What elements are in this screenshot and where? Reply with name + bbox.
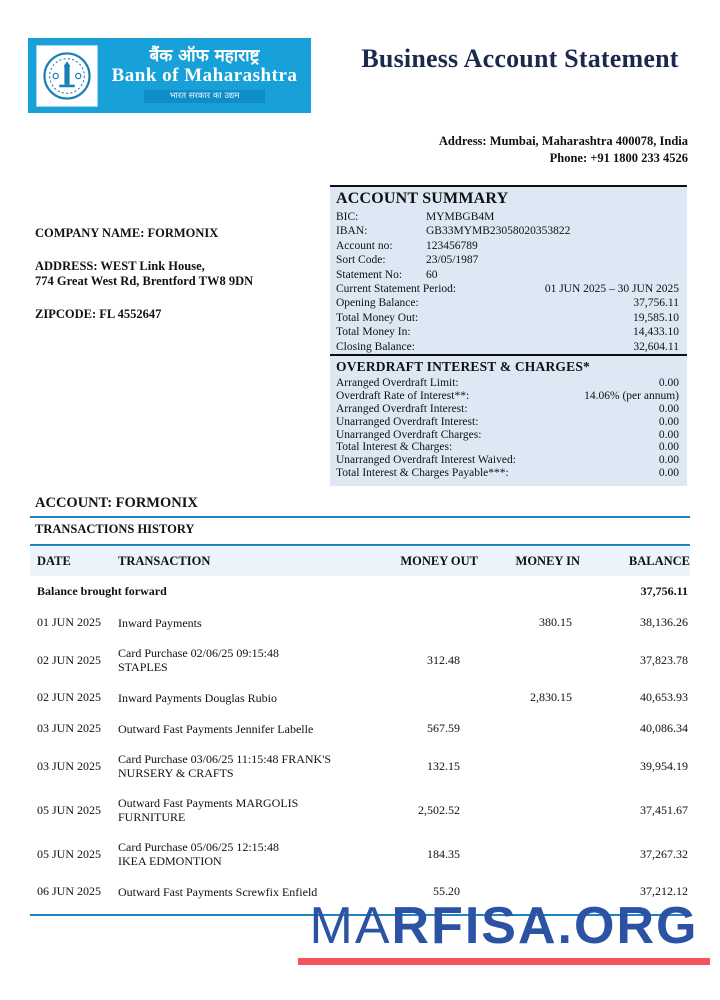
bank-tagline: भारत सरकार का उद्यम [144, 90, 266, 103]
overdraft-row-value: 0.00 [658, 454, 679, 467]
bank-logo [28, 38, 311, 113]
date-cell: 02 JUN 2025 [37, 652, 102, 667]
money-out-cell: 2,502.52 [418, 802, 460, 817]
date-cell: 03 JUN 2025 [37, 758, 102, 773]
money-in-cell: 2,830.15 [530, 690, 572, 704]
table-row [30, 744, 690, 788]
overdraft-row-label: Unarranged Overdraft Interest Waived: [336, 454, 516, 467]
summary-row-label: Account no: [336, 239, 393, 252]
bank-contact [439, 133, 688, 167]
summary-row-label: BIC: [336, 211, 359, 223]
summary-row-value: 37,756.11 [633, 297, 679, 310]
balance-cell: 39,954.19 [640, 758, 688, 773]
overdraft-row [336, 454, 681, 467]
brand-text-light: MA [309, 897, 392, 955]
transaction-cell [118, 796, 360, 824]
page-title: Business Account Statement [361, 44, 679, 73]
transaction-cell [118, 752, 360, 780]
balance-cell: 37,212.12 [640, 884, 688, 898]
balance-cell: 40,086.34 [640, 721, 688, 735]
account-summary-rows [336, 210, 681, 354]
table-row [30, 682, 690, 713]
overdraft-row [336, 416, 681, 429]
table-body [30, 576, 690, 907]
transaction-line: Card Purchase 05/06/25 12:15:48 [118, 840, 279, 854]
summary-row [336, 224, 681, 238]
overdraft-row-label: Arranged Overdraft Limit: [336, 377, 459, 389]
summary-row [336, 239, 681, 253]
summary-row-value: 32,604.11 [633, 340, 679, 353]
summary-row-label: Closing Balance: [336, 340, 415, 353]
summary-row-label: Opening Balance: [336, 297, 419, 310]
money-out-cell: 55.20 [433, 884, 460, 898]
spacer [35, 241, 325, 259]
overdraft-row-value: 0.00 [658, 377, 679, 389]
overdraft-row-value: 0.00 [658, 415, 679, 428]
money-out-cell: 567.59 [427, 721, 460, 735]
date-cell: 05 JUN 2025 [37, 802, 102, 817]
brand-underline [298, 958, 710, 965]
bank-name-hindi: बैंक ऑफ महाराष्ट्र [149, 46, 260, 67]
summary-row-label: IBAN: [336, 225, 368, 238]
balance-cell: 40,653.93 [640, 690, 688, 704]
transactions-heading: TRANSACTIONS HISTORY [35, 522, 195, 536]
overdraft-row [336, 429, 681, 442]
summary-row-label: Statement No: [336, 268, 403, 281]
column-header: DATE [37, 554, 71, 568]
bank-phone-line: Phone: +91 1800 233 4526 [549, 150, 688, 165]
table-row-opening [30, 576, 690, 607]
opening-label: Balance brought forward [37, 584, 167, 598]
table-row [30, 607, 690, 638]
overdraft-rows [336, 377, 681, 480]
summary-row [336, 340, 681, 354]
date-cell: 05 JUN 2025 [37, 846, 102, 861]
summary-row-value: GB33MYMB23058020353822 [426, 225, 571, 238]
overdraft-row-value: 0.00 [658, 402, 679, 415]
divider [30, 516, 690, 518]
transaction-cell [118, 646, 360, 674]
overdraft-row-label: Total Interest & Charges Payable***: [336, 467, 509, 480]
date-cell: 06 JUN 2025 [37, 884, 102, 898]
column-header: MONEY IN [515, 554, 580, 568]
balance-cell: 37,756.11 [640, 584, 688, 598]
summary-row [336, 296, 681, 310]
transaction-line: NURSERY & CRAFTS [118, 766, 234, 780]
overdraft-title: OVERDRAFT INTEREST & CHARGES* [336, 359, 590, 374]
overdraft-row-value: 0.00 [658, 441, 679, 454]
account-heading: ACCOUNT: FORMONIX [35, 495, 198, 511]
transactions-table [30, 547, 690, 916]
summary-row-value: 14,433.10 [633, 326, 679, 339]
column-header: BALANCE [628, 554, 690, 568]
divider [30, 544, 690, 546]
summary-row-label: Sort Code: [336, 254, 386, 267]
transaction-cell [118, 691, 360, 705]
money-in-cell: 380.15 [539, 615, 572, 629]
bank-logo-text [98, 48, 311, 103]
transaction-line: Outward Fast Payments Jennifer Labelle [118, 721, 314, 736]
overdraft-row [336, 377, 681, 390]
summary-row-label: Total Money Out: [336, 311, 419, 324]
money-out-cell: 132.15 [427, 758, 460, 773]
transaction-line: Card Purchase 02/06/25 09:15:48 [118, 646, 279, 660]
brand-text-bold: RFISA.ORG [391, 897, 699, 955]
balance-cell: 37,823.78 [640, 652, 688, 667]
transaction-line: Outward Fast Payments Screwfix Enfield [118, 884, 318, 899]
table-row [30, 832, 690, 876]
summary-row-label: Current Statement Period: [336, 282, 457, 295]
summary-row [336, 253, 681, 267]
overdraft-row [336, 441, 681, 454]
date-cell: 03 JUN 2025 [37, 721, 102, 735]
brand-text [298, 898, 710, 955]
transaction-cell [118, 722, 360, 736]
date-cell: 01 JUN 2025 [37, 615, 102, 629]
summary-row-value: MYMBGB4M [426, 211, 495, 223]
transaction-line: Inward Payments [118, 615, 202, 630]
transaction-line: STAPLES [118, 660, 168, 674]
transaction-cell [118, 616, 360, 630]
overdraft-row [336, 390, 681, 403]
column-header: TRANSACTION [118, 554, 211, 568]
overdraft-row-label: Total Interest & Charges: [336, 441, 453, 454]
overdraft-row [336, 403, 681, 416]
balance-cell: 37,267.32 [640, 846, 688, 861]
bank-emblem-icon [36, 45, 98, 107]
company-info [35, 226, 325, 322]
overdraft-row-label: Overdraft Rate of Interest**: [336, 389, 470, 402]
overdraft-row-value: 0.00 [658, 428, 679, 441]
date-cell: 02 JUN 2025 [37, 690, 102, 704]
overdraft-row-label: Arranged Overdraft Interest: [336, 402, 468, 415]
account-summary-box [330, 185, 687, 360]
company-zipcode: ZIPCODE: FL 4552647 [35, 307, 162, 321]
balance-cell: 38,136.26 [640, 615, 688, 629]
account-summary-title: ACCOUNT SUMMARY [336, 190, 509, 207]
company-name: COMPANY NAME: FORMONIX [35, 226, 219, 240]
table-row [30, 638, 690, 682]
bank-name-english: Bank of Maharashtra [111, 64, 298, 86]
spacer [35, 289, 325, 307]
transaction-line: IKEA EDMONTION [118, 854, 222, 868]
company-address-line2: 774 Great West Rd, Brentford TW8 9DN [35, 274, 254, 288]
overdraft-row-label: Unarranged Overdraft Interest: [336, 415, 479, 428]
transaction-cell [118, 840, 360, 868]
company-address-line1: ADDRESS: WEST Link House, [35, 259, 205, 273]
column-header: MONEY OUT [400, 554, 478, 568]
table-row [30, 713, 690, 744]
overdraft-box [330, 354, 687, 486]
balance-cell: 37,451.67 [640, 802, 688, 817]
money-out-cell: 184.35 [427, 846, 460, 861]
summary-row [336, 311, 681, 325]
transaction-line: Inward Payments Douglas Rubio [118, 690, 277, 705]
summary-row-value: 01 JUN 2025 – 30 JUN 2025 [544, 282, 679, 295]
summary-row-label: Total Money In: [336, 326, 411, 339]
summary-row [336, 282, 681, 296]
bank-address-line: Address: Mumbai, Maharashtra 400078, India [438, 134, 688, 148]
overdraft-row-value: 14.06% (per annum) [584, 389, 679, 402]
overdraft-row-value: 0.00 [658, 467, 679, 480]
summary-row-value: 60 [426, 268, 438, 281]
summary-row [336, 210, 681, 224]
summary-row-value: 19,585.10 [633, 311, 679, 324]
transaction-line: Card Purchase 03/06/25 11:15:48 FRANK'S [118, 752, 332, 766]
summary-row-value: 23/05/1987 [426, 254, 479, 267]
table-row [30, 788, 690, 832]
overdraft-row-label: Unarranged Overdraft Charges: [336, 428, 482, 441]
summary-row [336, 325, 681, 339]
transaction-line: Outward Fast Payments MARGOLIS FURNITURE [118, 796, 299, 824]
overdraft-row [336, 467, 681, 480]
summary-row-value: 123456789 [426, 239, 478, 252]
site-brand [298, 898, 710, 965]
money-out-cell: 312.48 [427, 652, 460, 667]
table-header-row [30, 547, 690, 576]
summary-row [336, 268, 681, 282]
